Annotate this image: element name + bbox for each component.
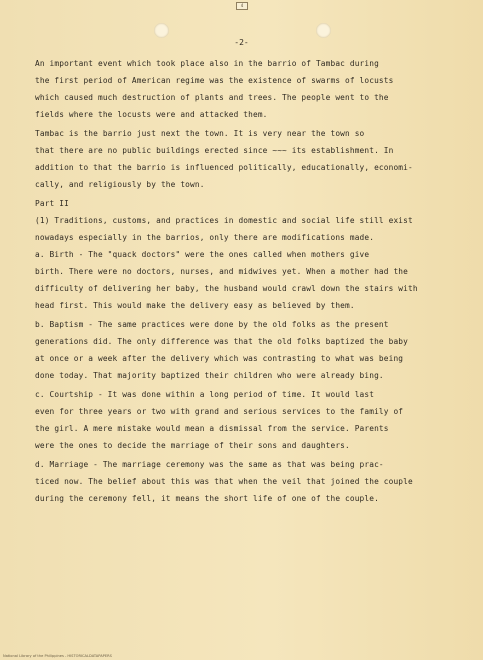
text-line: which caused much destruction of plants and trees. The people went to the [35, 93, 389, 102]
text-line: the first period of American regime was the existence of swarms of locusts [35, 76, 394, 85]
text-line: addition to that the barrio is influenced politically, educationally, economi- [35, 163, 413, 172]
text-line: during the ceremony fell, it means the short life of one of the couple. [35, 494, 379, 503]
text-line: ticed now. The belief about this was that when the veil that joined the couple [35, 477, 413, 486]
text-line: fields where the locusts were and attacked them. [35, 110, 268, 119]
text-line: nowadays especially in the barrios, only there are modifications made. [35, 233, 375, 242]
punch-hole-left [154, 23, 169, 38]
text-line: generations did. The only difference was that the old folks baptized the baby [35, 337, 408, 346]
text-line: even for three years or two with grand and serious services to the family of [35, 407, 404, 416]
text-line: Part II [35, 199, 69, 208]
text-line: d. Marriage - The marriage ceremony was the same as that was being prac- [35, 460, 384, 469]
text-line: c. Courtship - It was done within a long period of time. It would last [35, 390, 375, 399]
text-line: head first. This would make the delivery easy as believed by them. [35, 301, 355, 310]
text-line: (1) Traditions, customs, and practices in domestic and social life still exist [35, 216, 413, 225]
top-tab-mark: 4 [236, 2, 248, 10]
page-number: -2- [234, 38, 249, 47]
text-line: were the ones to decide the marriage of their sons and daughters. [35, 441, 350, 450]
text-line: that there are no public buildings erected since ~~~ its establishment. In [35, 146, 394, 155]
text-line: at once or a week after the delivery which was contrasting to what was being [35, 354, 404, 363]
archive-footer: National Library of the Philippines - HISTORICALDATAPAPERS [3, 654, 112, 658]
text-line: birth. There were no doctors, nurses, and midwives yet. When a mother had the [35, 267, 408, 276]
text-line: b. Baptism - The same practices were done by the old folks as the present [35, 320, 389, 329]
punch-hole-right [316, 23, 331, 38]
text-line: the girl. A mere mistake would mean a dismissal from the service. Parents [35, 424, 389, 433]
text-line: done today. That majority baptized their children who were already bing. [35, 371, 384, 380]
text-line: cally, and religiously by the town. [35, 180, 205, 189]
text-line: An important event which took place also in the barrio of Tambac during [35, 59, 379, 68]
text-line: a. Birth - The "quack doctors" were the ones called when mothers give [35, 250, 370, 259]
text-line: difficulty of delivering her baby, the husband would crawl down the stairs with [35, 284, 418, 293]
text-line: Tambac is the barrio just next the town. It is very near the town so [35, 129, 365, 138]
